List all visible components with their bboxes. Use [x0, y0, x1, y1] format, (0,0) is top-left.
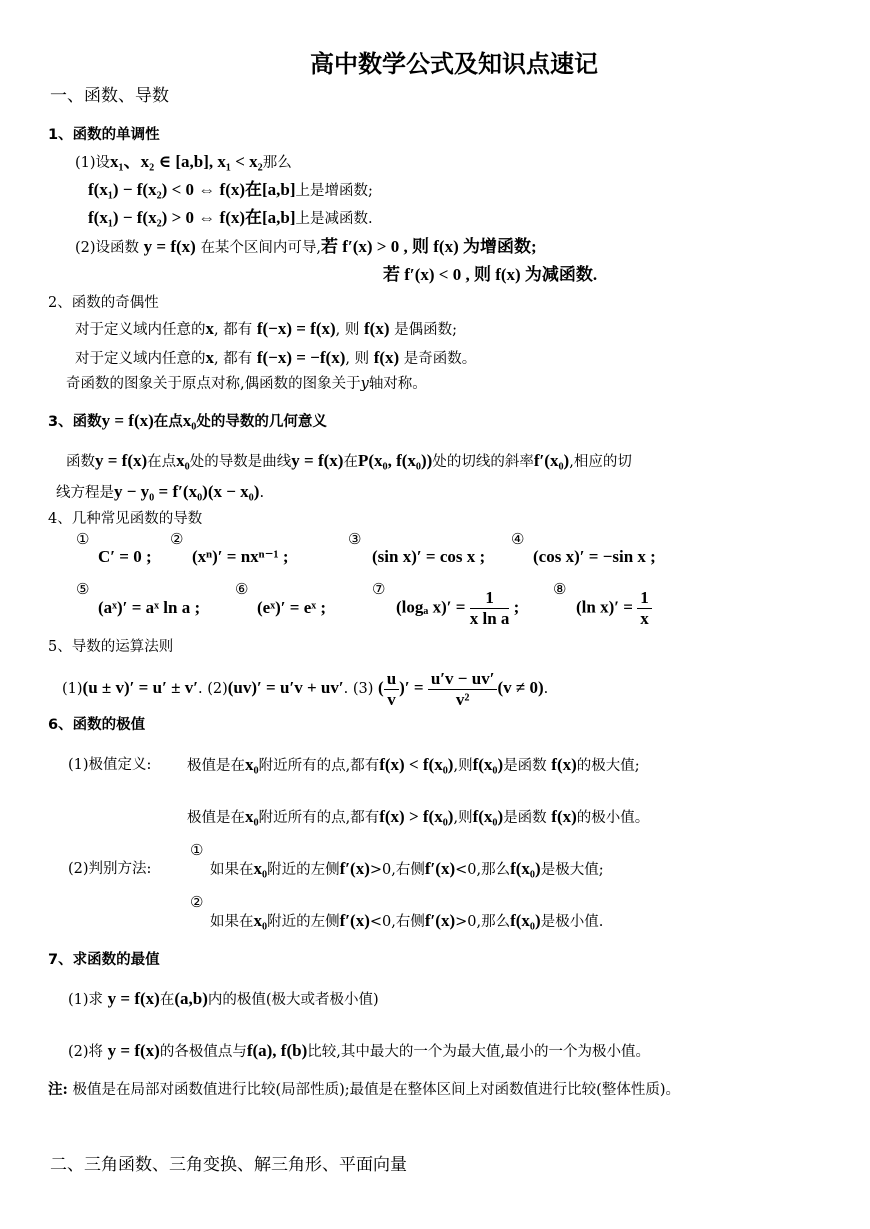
fraction — [470, 588, 510, 629]
formula: f(x) < f(x₀) — [379, 755, 454, 774]
formula: f(x₀) — [472, 807, 504, 826]
text: 处的导数的几何意义 — [196, 414, 327, 430]
fraction — [384, 669, 399, 710]
extremum-test-min — [210, 910, 603, 933]
text: ,则 — [453, 758, 473, 774]
formula: )′ = — [399, 678, 424, 697]
derivative-power: (xⁿ)′ = nxⁿ⁻¹ ; — [192, 547, 289, 566]
parity-line-2 — [75, 347, 476, 370]
derivative-sin: (sin x)′ = cos x ; — [372, 547, 486, 566]
formula: f′(x) — [339, 859, 370, 878]
text: . — [543, 681, 549, 697]
derivative-meaning-line-2 — [56, 481, 264, 504]
parity-line-3 — [66, 373, 427, 395]
text: 附近的左侧 — [267, 914, 340, 930]
extremum-test-label: (2)判别方法: — [68, 861, 152, 877]
extremum-min-definition — [187, 806, 649, 829]
text: 是极小值. — [540, 914, 604, 930]
formula: (logₐ x)′ = — [396, 597, 466, 617]
text: 处的导数是曲线 — [189, 454, 292, 470]
text: (1)设 — [75, 155, 111, 171]
item-number-3: ③ — [348, 530, 362, 548]
note — [48, 1079, 680, 1101]
formula: (ln x)′ = — [576, 597, 633, 617]
formula: x — [205, 348, 214, 367]
text: 线方程是 — [56, 485, 114, 501]
formula: f(x) — [551, 807, 577, 826]
formula: f′(x) — [424, 911, 456, 930]
extremum-test-max — [210, 858, 604, 881]
text: 是函数 — [503, 758, 547, 774]
rule-number: . (2) — [197, 681, 228, 697]
formula: f(a), f(b) — [246, 1041, 308, 1060]
item-number-1: ① — [190, 841, 204, 859]
text: 3、函数 — [48, 414, 102, 430]
text: ,则 — [453, 810, 473, 826]
derivative-constant: C′ = 0 ; — [98, 547, 152, 566]
formula: f′(x) — [339, 911, 370, 930]
formula: y = f(x) — [143, 237, 196, 256]
item-number-8: ⑧ — [553, 580, 567, 598]
text: 如果在 — [210, 914, 254, 930]
formula: x₁、x₂ ∈ [a,b], x₁ < x₂ — [110, 152, 263, 171]
parity-line-1 — [75, 318, 457, 341]
formula: f(−x) = f(x) — [256, 319, 336, 338]
formula: (v ≠ 0) — [497, 678, 544, 697]
text: 对于定义域内任意的 — [75, 351, 206, 367]
subsection-7-heading: 7、求函数的最值 — [48, 952, 160, 968]
monotonic-line-4 — [75, 236, 537, 259]
denominator: x — [640, 609, 649, 628]
denominator: v² — [455, 689, 470, 709]
text: 附近所有的点,都有 — [258, 758, 380, 774]
text: 在 — [343, 454, 358, 470]
formula: y = f(x) — [101, 411, 154, 430]
subsection-5-heading: 5、导数的运算法则 — [48, 639, 174, 655]
extremum-max-definition — [187, 754, 640, 777]
monotonic-line-5 — [383, 264, 597, 287]
formula: P(x₀, f(x₀)) — [357, 451, 433, 470]
formula: f(−x) = −f(x) — [256, 348, 346, 367]
formula: x — [205, 319, 214, 338]
monotonic-line-2 — [88, 179, 373, 202]
formula: (u ± v)′ = u′ ± v′ — [82, 678, 198, 697]
text: 是函数 — [503, 810, 547, 826]
text: 轴对称。 — [368, 376, 427, 392]
formula: y − y₀ = f′(x₀)(x − x₀) — [114, 482, 260, 501]
text: 是奇函数。 — [403, 351, 477, 367]
formula: x₀ — [176, 451, 190, 470]
text: ,相应的切 — [569, 454, 632, 470]
rule-number: . (3) — [343, 681, 374, 697]
section-heading-1: 一、函数、导数 — [50, 86, 169, 106]
text: >0,那么 — [455, 914, 511, 930]
fraction — [637, 588, 652, 629]
formula: ; — [513, 597, 520, 617]
subsection-6-heading: 6、函数的极值 — [48, 717, 146, 733]
formula: 若 f′(x) < 0 , 则 f(x) 为减函数. — [383, 265, 598, 284]
fraction — [428, 669, 498, 710]
text: , 都有 — [214, 351, 253, 367]
extreme-value-step-1 — [68, 988, 379, 1011]
page-title: 高中数学公式及知识点速记 — [310, 50, 598, 78]
paren: ( — [378, 678, 384, 697]
text: 的极小值。 — [576, 810, 650, 826]
text: 那么 — [262, 155, 292, 171]
formula: f(x) — [551, 755, 577, 774]
section-heading-2: 二、三角函数、三角变换、解三角形、平面向量 — [50, 1155, 407, 1175]
item-number-7: ⑦ — [372, 580, 386, 598]
text: (1)求 — [68, 992, 104, 1008]
text: . — [259, 485, 265, 501]
formula: y = f(x) — [107, 989, 160, 1008]
item-number-5: ⑤ — [76, 580, 90, 598]
derivative-rules — [62, 666, 548, 711]
formula: f(x₁) − f(x₂) > 0 ⇔ f(x)在[a,b] — [88, 208, 296, 227]
text: 函数 — [66, 454, 95, 470]
text: 在点 — [153, 414, 183, 430]
formula: (uv)′ = u′v + uv′ — [227, 678, 344, 697]
formula: f(x₁) − f(x₂) < 0 ⇔ f(x)在[a,b] — [88, 180, 296, 199]
derivative-cos: (cos x)′ = −sin x ; — [533, 547, 656, 566]
formula: (a,b) — [174, 989, 208, 1008]
item-number-6: ⑥ — [235, 580, 249, 598]
formula: f(x₀) — [510, 859, 541, 878]
text: 对于定义域内任意的 — [75, 322, 206, 338]
numerator: 1 — [637, 588, 652, 609]
derivative-exponential: (aˣ)′ = aˣ ln a ; — [98, 598, 201, 617]
text: 附近的左侧 — [267, 862, 340, 878]
text: , 则 — [335, 322, 360, 338]
text: 如果在 — [210, 862, 254, 878]
formula: f(x₀) — [472, 755, 504, 774]
text: 在 — [159, 992, 175, 1008]
text: 是极大值; — [540, 862, 604, 878]
derivative-e: (eˣ)′ = eˣ ; — [257, 598, 327, 617]
formula: x₀ — [253, 911, 268, 930]
text: , 都有 — [214, 322, 253, 338]
text: , 则 — [345, 351, 370, 367]
numerator: u′v − uv′ — [428, 669, 498, 690]
denominator: x ln a — [469, 609, 510, 628]
note-label: 注: — [48, 1081, 68, 1098]
text: 极值是在 — [187, 758, 245, 774]
text: (2)设函数 — [75, 240, 140, 256]
formula: x₀ — [245, 807, 259, 826]
subsection-4-heading: 4、几种常见函数的导数 — [48, 511, 203, 527]
subsection-3-heading — [48, 410, 327, 433]
extreme-value-step-2 — [68, 1040, 650, 1063]
derivative-meaning-line-1 — [66, 450, 632, 473]
text: 处的切线的斜率 — [432, 454, 534, 470]
extremum-definition-label: (1)极值定义: — [68, 757, 152, 773]
formula: f(x) > f(x₀) — [379, 807, 454, 826]
formula: y = f(x) — [95, 451, 148, 470]
text: 上是减函数. — [295, 211, 373, 227]
text: >0,右侧 — [369, 862, 425, 878]
formula: f′(x₀) — [533, 451, 570, 470]
formula: f(x) — [364, 319, 390, 338]
text: 的极大值; — [576, 758, 640, 774]
monotonic-line-1 — [75, 151, 292, 174]
formula: y = f(x) — [291, 451, 344, 470]
item-number-2: ② — [170, 530, 184, 548]
text: 在某个区间内可导, — [200, 240, 322, 256]
note-text: 极值是在局部对函数值进行比较(局部性质);最值是在整体区间上对函数值进行比较(整体性质)。 — [72, 1082, 680, 1098]
text: (2)将 — [68, 1044, 104, 1060]
text: 是偶函数; — [394, 322, 457, 338]
text: 内的极值(极大或者极小值) — [207, 992, 379, 1008]
monotonic-line-3 — [88, 207, 373, 230]
text: 附近所有的点,都有 — [258, 810, 380, 826]
numerator: 1 — [470, 588, 510, 609]
denominator: v — [387, 689, 396, 709]
formula: f(x₀) — [510, 911, 541, 930]
subsection-2-heading: 2、函数的奇偶性 — [48, 295, 159, 311]
formula: 若 f′(x) > 0 , 则 f(x) 为增函数; — [321, 237, 537, 256]
text: 比较,其中最大的一个为最大值,最小的一个为极小值。 — [307, 1044, 650, 1060]
text: <0,那么 — [455, 862, 511, 878]
derivative-log — [396, 588, 519, 629]
subsection-1-heading: 1、函数的单调性 — [48, 127, 160, 143]
text: 在点 — [147, 454, 177, 470]
text: <0,右侧 — [369, 914, 425, 930]
text: 极值是在 — [187, 810, 245, 826]
numerator: u — [384, 669, 399, 690]
text: 的各极值点与 — [159, 1044, 247, 1060]
variable: y — [360, 376, 369, 392]
formula: x₀ — [182, 411, 197, 430]
formula: y = f(x) — [107, 1041, 160, 1060]
formula: x₀ — [253, 859, 268, 878]
item-number-1: ① — [76, 530, 90, 548]
formula: x₀ — [245, 755, 259, 774]
formula: f′(x) — [424, 859, 456, 878]
formula: f(x) — [373, 348, 400, 367]
derivative-ln — [576, 588, 652, 629]
rule-number: (1) — [62, 681, 83, 697]
item-number-2: ② — [190, 893, 204, 911]
item-number-4: ④ — [511, 530, 525, 548]
quotient-rule — [378, 668, 544, 709]
text: 奇函数的图象关于原点对称,偶函数的图象关于 — [66, 376, 361, 392]
text: 上是增函数; — [295, 183, 373, 199]
